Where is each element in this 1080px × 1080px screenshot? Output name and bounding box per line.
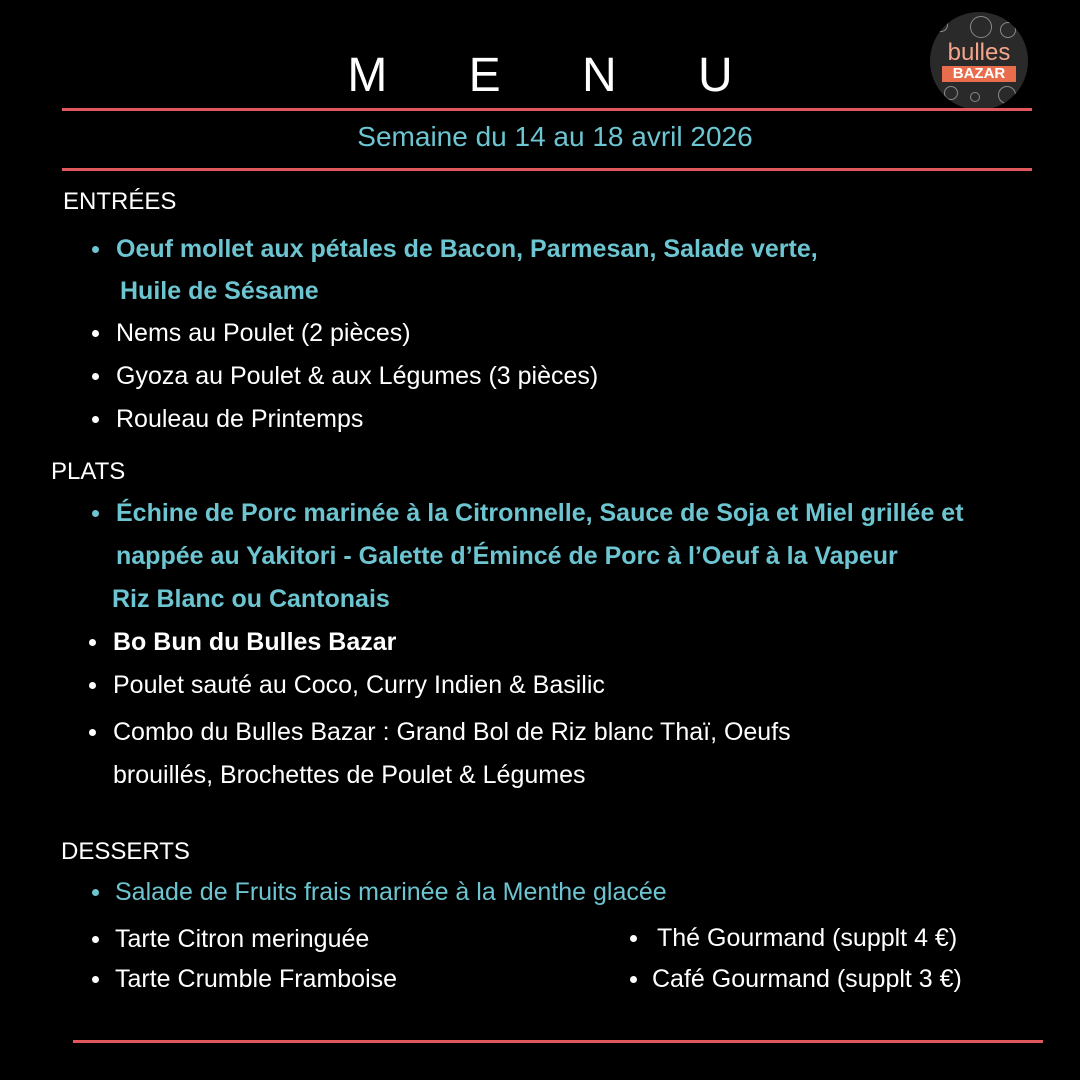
bullet-icon (630, 976, 637, 983)
bubble-icon (944, 86, 958, 100)
bullet-icon (92, 936, 99, 943)
bubble-icon (998, 86, 1016, 104)
bottom-divider (73, 1040, 1043, 1043)
list-item (113, 711, 791, 754)
list-item-text: Poulet sauté au Coco, Curry Indien & Basilic (113, 671, 605, 699)
section-heading-entrees: ENTRÉES (63, 188, 177, 215)
bullet-icon (92, 246, 99, 253)
list-item (652, 958, 962, 1001)
bullet-icon (92, 889, 99, 896)
week-divider (62, 168, 1032, 171)
list-item-text: Nems au Poulet (2 pièces) (116, 319, 411, 347)
bulles-bazar-logo (930, 12, 1028, 110)
list-item-text: Tarte Citron meringuée (115, 925, 370, 953)
list-item-text: Gyoza au Poulet & aux Légumes (3 pièces) (116, 362, 599, 390)
list-item-text: Tarte Crumble Framboise (115, 965, 398, 993)
bubble-icon (934, 18, 948, 32)
list-item-continuation: nappée au Yakitori - Galette d’Émincé de Porc à l’Oeuf à la Vapeur (116, 542, 898, 570)
list-item (116, 398, 363, 441)
top-divider (62, 108, 1032, 111)
bubble-icon (970, 92, 980, 102)
page-title: M E N U (347, 49, 767, 102)
list-item-text: Oeuf mollet aux pétales de Bacon, Parmesan, Salade verte, (116, 235, 818, 263)
section-heading-plats: PLATS (51, 458, 126, 485)
list-item-continuation: brouillés, Brochettes de Poulet & Légumes (113, 761, 586, 789)
list-item-text: Thé Gourmand (supplt 4 €) (657, 924, 958, 952)
list-item (113, 664, 605, 707)
list-item-text: Rouleau de Printemps (116, 405, 364, 433)
section-heading-desserts: DESSERTS (61, 838, 190, 865)
bullet-icon (89, 729, 96, 736)
logo-word-bulles: bulles (947, 39, 1011, 66)
list-item-text: Salade de Fruits frais marinée à la Menthe glacée (115, 878, 667, 906)
list-item (115, 958, 397, 1001)
bullet-icon (89, 682, 96, 689)
list-item (115, 918, 369, 961)
list-item (113, 621, 396, 664)
bullet-icon (92, 416, 99, 423)
list-item-text: Combo du Bulles Bazar : Grand Bol de Riz blanc Thaï, Oeufs (113, 718, 791, 746)
bubble-icon (1000, 22, 1016, 38)
bullet-icon (92, 330, 99, 337)
list-item (116, 355, 598, 398)
bullet-icon (630, 935, 637, 942)
list-item-text: Bo Bun du Bulles Bazar (113, 628, 397, 656)
bullet-icon (92, 510, 99, 517)
bullet-icon (89, 639, 96, 646)
list-item (116, 228, 818, 271)
list-item (116, 312, 411, 355)
bullet-icon (92, 976, 99, 983)
list-item-text: Échine de Porc marinée à la Citronnelle, Sauce de Soja et Miel grillée et (116, 499, 964, 527)
bullet-icon (92, 373, 99, 380)
bubble-icon (970, 16, 992, 38)
list-item (116, 492, 964, 535)
list-item (115, 871, 667, 914)
list-item-continuation: Riz Blanc ou Cantonais (112, 585, 390, 613)
list-item (657, 917, 957, 960)
list-item-continuation: Huile de Sésame (120, 277, 319, 305)
week-subtitle: Semaine du 14 au 18 avril 2026 (357, 121, 753, 152)
list-item-text: Café Gourmand (supplt 3 €) (652, 965, 962, 993)
logo-word-bazar: BAZAR (942, 66, 1016, 82)
